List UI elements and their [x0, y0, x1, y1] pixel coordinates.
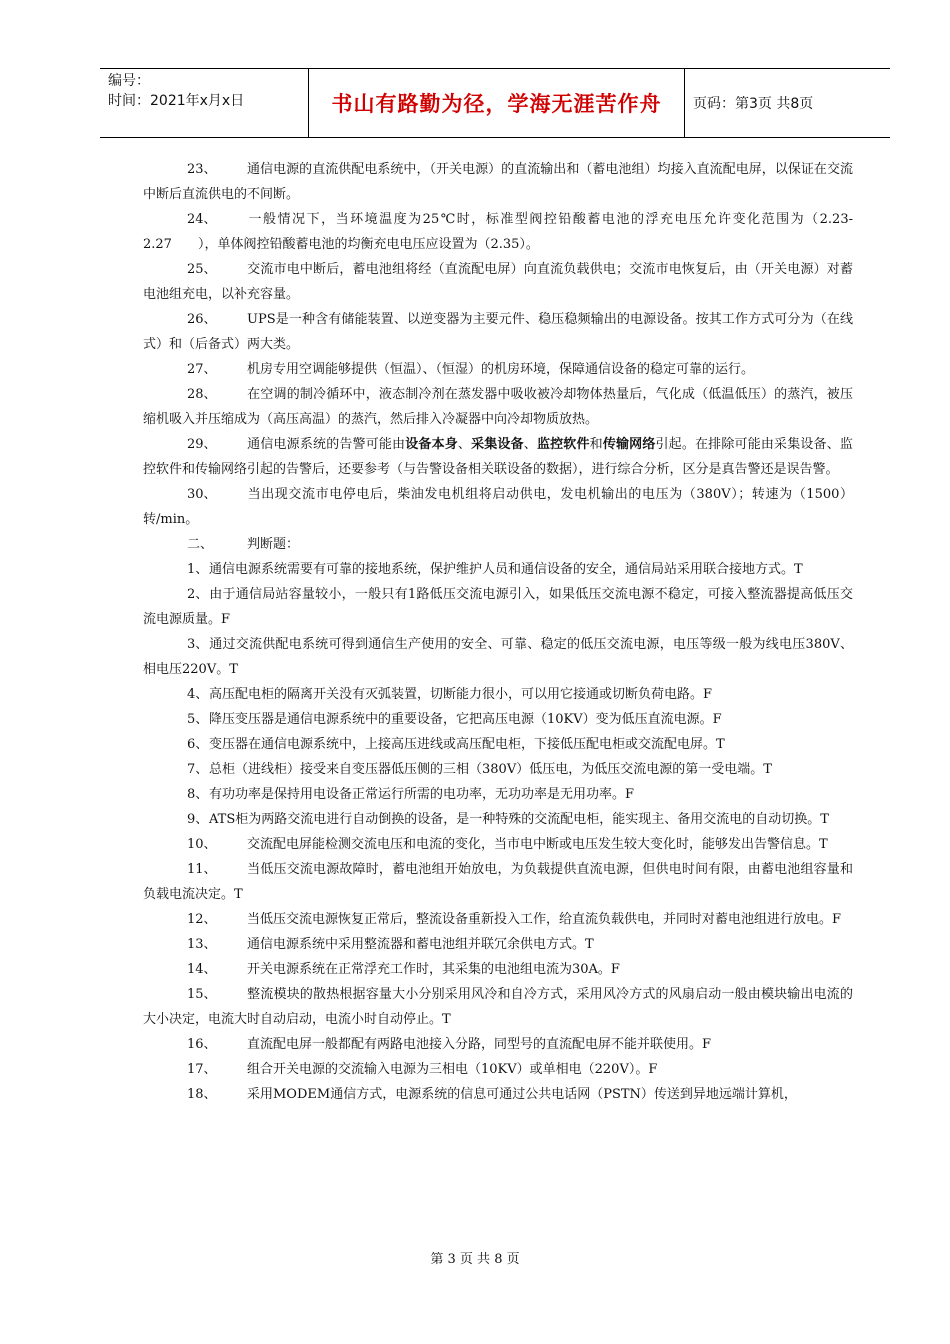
list-item: 26、 UPS是一种含有储能装置、以逆变器为主要元件、稳压稳频输出的电源设备。按其工作方式可分为（在线式）和（后备式）两大类。 [143, 312, 853, 352]
list-item: 30、 当出现交流市电停电后，柴油发电机组将启动供电，发电机输出的电压为（380V）；转速为（1500）转/min。 [143, 487, 853, 527]
judge-item: 5、降压变压器是通信电源系统中的重要设备，它把高压电源（10KV）变为低压直流电源。F [187, 712, 722, 727]
list-item: 25、 交流市电中断后，蓄电池组将经（直流配电屏）向直流负载供电；交流市电恢复后，由（开关电源）对蓄电池组充电，以补充容量。 [143, 262, 853, 302]
bold-term: 监控软件 [536, 437, 590, 452]
judge-item: 8、有功功率是保持用电设备正常运行所需的电功率，无功功率是无用功率。F [187, 787, 635, 802]
judge-item: 18、 采用MODEM通信方式，电源系统的信息可通过公共电话网（PSTN）传送到异地远端计算机， [187, 1087, 797, 1102]
judge-item: 1、通信电源系统需要有可靠的接地系统，保护维护人员和通信设备的安全，通信局站采用联合接地方式。T [187, 562, 803, 577]
bold-term: 设备本身 [405, 437, 458, 452]
judge-item: 15、 整流模块的散热根据容量大小分别采用风冷和自冷方式，采用风冷方式的风扇启动一般由模块输出电流的大小决定，电流大时自动启动，电流小时自动停止。T [143, 987, 853, 1027]
header-page-info: 页码：第3页 共8页 [693, 96, 814, 112]
page-footer: 第 3 页 共 8 页 [430, 1252, 520, 1267]
header-meta [100, 69, 309, 137]
judge-item: 7、总柜（进线柜）接受来自变压器低压侧的三相（380V）低压电，为低压交流电源的第一受电端。T [187, 762, 772, 777]
list-item-29: 29、 通信电源系统的告警可能由设备本身、采集设备、监控软件和传输网络引起。在排除可能由采集设备、监控软件和传输网络引起的告警后，还要参考（与告警设备相关联设备的数据），进行综合分析，区分是真告警还是误告警。 [143, 437, 853, 477]
doc-number-label: 编号： [108, 73, 150, 89]
judge-item: 6、变压器在通信电源系统中，上接高压进线或高压配电柜，下接低压配电柜或交流配电屏。T [187, 737, 725, 752]
list-item: 27、 机房专用空调能够提供（恒温）、（恒湿）的机房环境，保障通信设备的稳定可靠的运行。 [187, 362, 755, 377]
list-item: 28、 在空调的制冷循环中，液态制冷剂在蒸发器中吸收被冷却物体热量后，气化成（低温低压）的蒸汽，被压缩机吸入并压缩成为（高压高温）的蒸汽，然后排入冷凝器中向冷却物质放热。 [143, 387, 853, 427]
judge-item: 12、 当低压交流电源恢复正常后，整流设备重新投入工作，给直流负载供电，并同时对蓄电池组进行放电。F [187, 912, 842, 927]
judge-item: 13、 通信电源系统中采用整流器和蓄电池组并联冗余供电方式。T [187, 937, 594, 952]
doc-time-label: 时间：2021年x月x日 [108, 93, 245, 109]
judge-item: 4、高压配电柜的隔离开关没有灭弧装置，切断能力很小，可以用它接通或切断负荷电路。F [187, 687, 713, 702]
judge-item: 3、通过交流供配电系统可得到通信生产使用的安全、可靠、稳定的低压交流电源，电压等级一般为线电压380V、相电压220V。T [143, 637, 853, 677]
judge-item: 17、 组合开关电源的交流输入电源为三相电（10KV）或单相电（220V）。F [187, 1062, 658, 1077]
bold-term: 采集设备 [471, 437, 524, 452]
judge-item: 11、 当低压交流电源故障时，蓄电池组开始放电，为负载提供直流电源，但供电时间有限，由蓄电池组容量和负载电流决定。T [143, 862, 853, 902]
page-header [100, 68, 890, 138]
judge-item: 14、 开关电源系统在正常浮充工作时，其采集的电池组电流为30A。F [187, 962, 620, 977]
header-motto: 书山有路勤为径，学海无涯苦作舟 [309, 69, 685, 137]
document-body [143, 157, 853, 1107]
bold-term: 传输网络 [602, 437, 656, 452]
list-item: 24、 一般情况下，当环境温度为25℃时，标准型阀控铅酸蓄电池的浮充电压允许变化范围为（2.23-2.27 ），单体阀控铅酸蓄电池的均衡充电电压应设置为（2.35）。 [143, 212, 853, 252]
judge-item: 9、ATS柜为两路交流电进行自动倒换的设备，是一种特殊的交流配电柜，能实现主、备用交流电的自动切换。T [187, 812, 829, 827]
judge-item: 16、 直流配电屏一般都配有两路电池接入分路，同型号的直流配电屏不能并联使用。F [187, 1037, 712, 1052]
judge-item: 2、由于通信局站容量较小，一般只有1路低压交流电源引入，如果低压交流电源不稳定，可接入整流器提高低压交流电源质量。F [143, 587, 853, 627]
section-heading: 二、 判断题： [187, 537, 300, 552]
judge-item: 10、 交流配电屏能检测交流电压和电流的变化，当市电中断或电压发生较大变化时，能够发出告警信息。T [187, 837, 828, 852]
list-item: 23、 通信电源的直流供配电系统中，（开关电源）的直流输出和（蓄电池组）均接入直流配电屏，以保证在交流中断后直流供电的不间断。 [143, 162, 853, 202]
